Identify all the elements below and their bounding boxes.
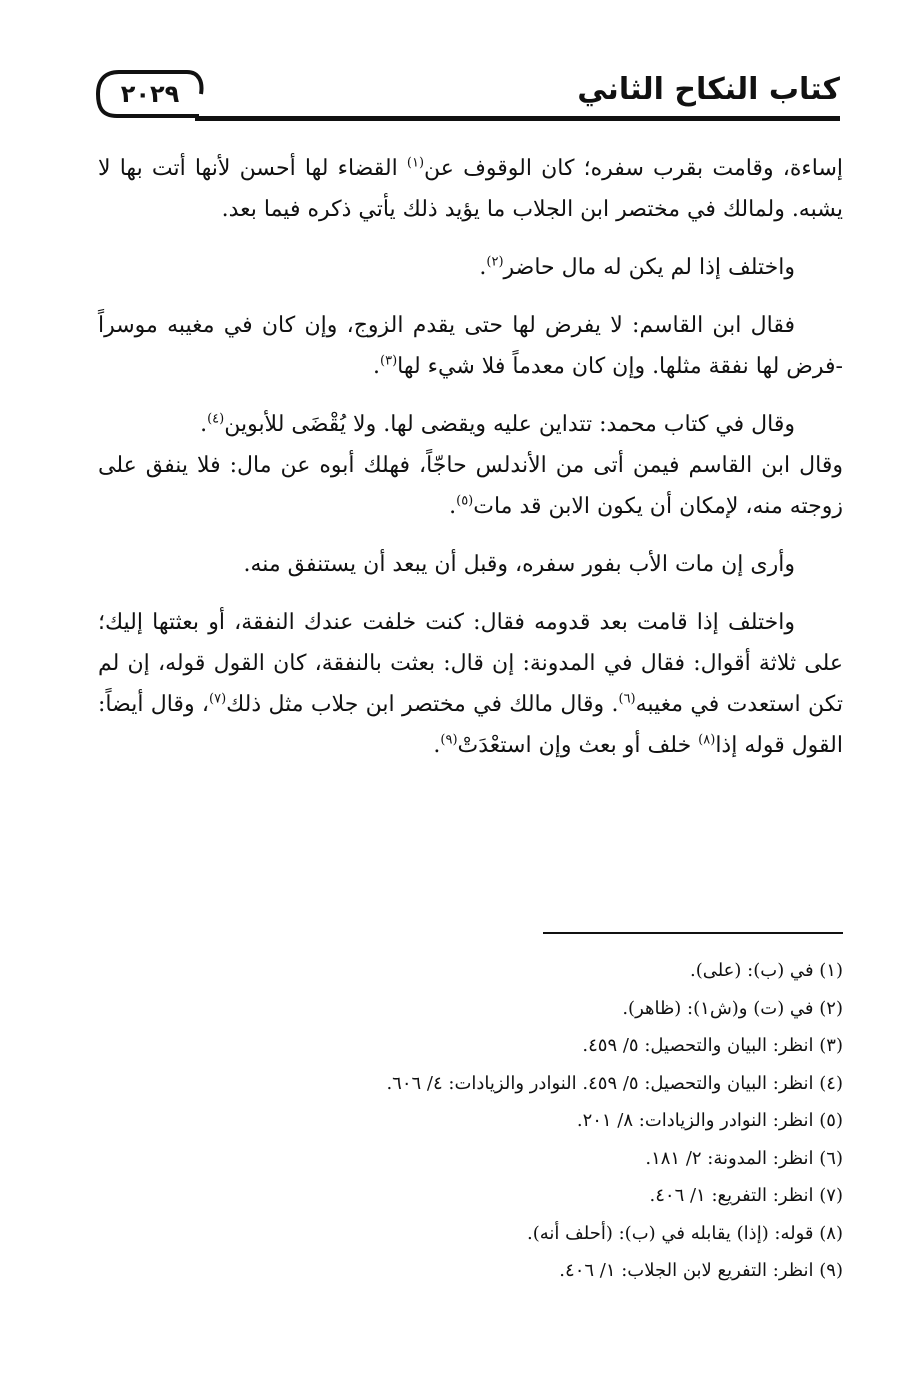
footnote-ref: (٥) bbox=[456, 493, 474, 509]
footnote-8: (٨) قوله: (إذا) يقابله في (ب): (أحلف أنه). bbox=[527, 1222, 843, 1244]
footnote-ref: (٤) bbox=[207, 411, 225, 427]
paragraph-3 bbox=[98, 305, 843, 387]
paragraph-text: ، وقال أيضاً: القول قوله إذا bbox=[98, 692, 843, 758]
footnote-ref: (٣) bbox=[380, 353, 398, 369]
footnote-ref: (٩) bbox=[440, 732, 458, 748]
paragraph-text: . bbox=[373, 354, 380, 379]
footnote-ref: (٧) bbox=[209, 691, 227, 707]
paragraph-text: . bbox=[479, 255, 487, 280]
footnote-6: (٦) انظر: المدونة: ٢/ ١٨١. bbox=[645, 1147, 843, 1169]
paragraph-text: وقال ابن القاسم فيمن أتى من الأندلس حاجّاً، فهلك أبوه عن مال: فلا ينفق على زوجته منه، لإمكان أن يكون الابن قد مات bbox=[98, 453, 843, 519]
footnote-ref: (٢) bbox=[486, 254, 504, 270]
header-rule bbox=[195, 116, 840, 121]
footnote-1: (١) في (ب): (على). bbox=[689, 960, 843, 981]
main-text bbox=[98, 148, 843, 783]
footnote-5: (٥) انظر: النوادر والزيادات: ٨/ ٢٠١. bbox=[576, 1110, 843, 1131]
footnote-3: (٣) انظر: البيان والتحصيل: ٥/ ٤٥٩. bbox=[582, 1035, 843, 1056]
footnote-ref: (٨) bbox=[698, 732, 716, 748]
paragraph-text: إساءة، وقامت بقرب سفره؛ كان الوقوف عن bbox=[424, 156, 843, 181]
footnote-ref: (٦) bbox=[618, 691, 636, 707]
footnote-ref: (١) bbox=[406, 155, 425, 171]
paragraph-2 bbox=[98, 247, 843, 288]
chapter-title: كتاب النكاح الثاني bbox=[577, 72, 840, 107]
page-number-frame bbox=[95, 68, 205, 120]
footnotes bbox=[200, 952, 843, 1290]
paragraph-text: القضاء لها أحسن لأنها أتت بها لا يشبه. ولمالك في مختصر ابن الجلاب ما يؤيد ذلك يأتي ذكره فيما بعد. bbox=[98, 156, 843, 222]
paragraph-text: وأرى إن مات الأب بفور سفره، وقبل أن يبعد أن يستنفق منه. bbox=[243, 552, 795, 577]
page-header bbox=[95, 62, 840, 122]
paragraph-text: واختلف إذا لم يكن له مال حاضر bbox=[503, 255, 795, 280]
page-number: ٢٠٢٩ bbox=[120, 80, 180, 108]
paragraph-6 bbox=[98, 544, 843, 585]
paragraph-text: خلف أو بعث وإن استعْدَتْ bbox=[457, 733, 699, 758]
footnote-2: (٢) في (ت) و(ش١): (ظاهر). bbox=[622, 997, 843, 1019]
paragraph-5 bbox=[98, 445, 843, 527]
paragraph-text: . bbox=[449, 494, 457, 519]
footnote-separator bbox=[543, 932, 843, 934]
paragraph-text: . وقال مالك في مختصر ابن جلاب مثل ذلك bbox=[226, 692, 619, 717]
paragraph-text: . bbox=[433, 733, 441, 758]
paragraph-7 bbox=[98, 602, 843, 766]
paragraph-text: فقال ابن القاسم: لا يفرض لها حتى يقدم الزوج، وإن كان في مغيبه موسراً -فرض لها نفقة مثلها. وإن كان معدماً فلا شيء لها bbox=[98, 313, 843, 379]
paragraph-text: واختلف إذا قامت بعد قدومه فقال: كنت خلفت عندك النفقة، أو بعثتها إليك؛ على ثلاثة أقوال: فقال في المدونة: إن قال: بعثت بالنفقة، كان القول قوله، إن لم تكن استعدت في مغيبه bbox=[98, 610, 843, 717]
paragraph-1 bbox=[98, 148, 843, 230]
footnote-9: (٩) انظر: التفريع لابن الجلاب: ١/ ٤٠٦. bbox=[559, 1260, 843, 1281]
footnote-4: (٤) انظر: البيان والتحصيل: ٥/ ٤٥٩. النوادر والزيادات: ٤/ ٦٠٦. bbox=[386, 1072, 843, 1094]
footnote-7: (٧) انظر: التفريع: ١/ ٤٠٦. bbox=[649, 1185, 843, 1206]
paragraph-4 bbox=[98, 404, 843, 445]
paragraph-text: وقال في كتاب محمد: تتداين عليه ويقضى لها. ولا يُقْضَى للأبوين bbox=[224, 412, 795, 437]
paragraph-text: . bbox=[200, 412, 208, 437]
